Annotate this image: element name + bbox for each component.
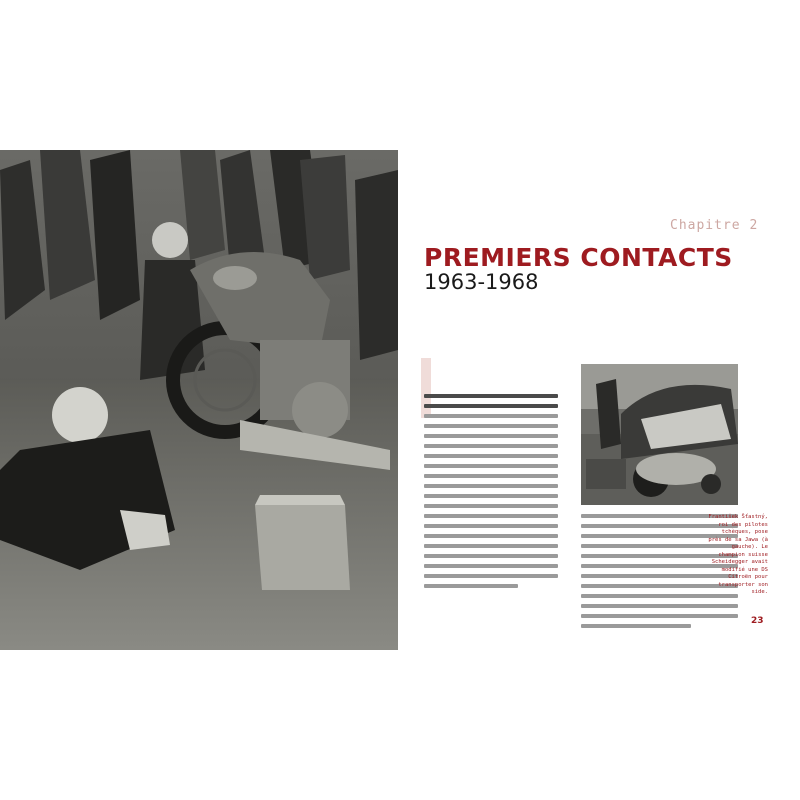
text-line xyxy=(424,464,558,468)
side-photo xyxy=(581,364,738,505)
chapter-title: PREMIERS CONTACTS xyxy=(424,243,733,272)
text-line xyxy=(581,624,691,628)
left-page-photo xyxy=(0,150,398,650)
text-line xyxy=(424,554,558,558)
text-line xyxy=(581,604,738,608)
text-line xyxy=(424,454,558,458)
text-line xyxy=(424,474,558,478)
text-line xyxy=(424,414,558,418)
text-line xyxy=(424,494,558,498)
motorcycle-photo xyxy=(0,150,398,650)
chapter-years: 1963-1968 xyxy=(424,270,539,294)
text-line xyxy=(424,504,558,508)
text-line xyxy=(424,514,558,518)
text-line xyxy=(424,544,558,548)
text-line xyxy=(424,434,558,438)
text-line xyxy=(424,524,558,528)
text-line xyxy=(424,394,558,398)
photo-caption: František Šťastný, roi des pilotes tchèques, pose près de sa Jawa (à gauche). Le champion suisse Scheidegger avait modifié une DS Citroën pour transporter son side. xyxy=(708,514,768,595)
text-line xyxy=(581,614,738,618)
text-line xyxy=(424,444,558,448)
text-line xyxy=(424,574,558,578)
text-line xyxy=(424,424,558,428)
text-line xyxy=(424,404,558,408)
chapter-label: Chapitre 2 xyxy=(670,218,759,233)
body-text-column-1 xyxy=(424,394,558,594)
text-line xyxy=(424,534,558,538)
text-line xyxy=(424,484,558,488)
text-line xyxy=(424,584,518,588)
page-number: 23 xyxy=(751,616,764,626)
sidecar-photo xyxy=(581,364,738,505)
text-line xyxy=(424,564,558,568)
